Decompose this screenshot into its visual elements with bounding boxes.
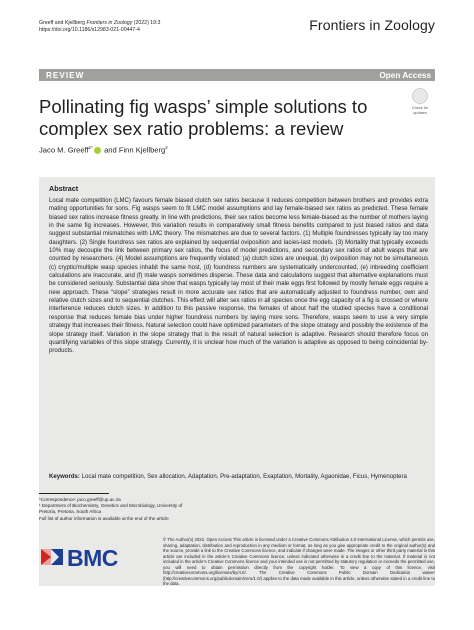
correspondence: *Correspondence: jaco.greeff@up.ac.za [39,497,121,502]
open-access-label: Open Access [379,70,431,80]
abstract-heading: Abstract [49,184,79,193]
bmc-logo [39,545,127,569]
header-year-volume: (2022) 19:3 [133,20,161,26]
keywords [49,473,428,481]
bmc-logo-text: BMC [67,545,118,571]
article-type-bar [39,69,435,81]
article-type-label: REVIEW [46,70,85,80]
header-authors: Greeff and Kjellberg [39,20,86,26]
footnote [39,493,199,522]
author-1-superscript: 1* [88,145,93,150]
running-header [39,20,259,34]
article-title: Pollinating fig wasps’ simple solutions to complex sex ratio problems: a review [39,96,368,139]
journal-name: Frontiers in Zoology [309,17,435,33]
author-1-name[interactable]: Jaco M. Greeff [39,145,89,155]
author-info-note: Full list of author information is available at the end of the article [39,515,169,521]
keywords-list: Local mate competition, Sex allocation, Adaptation, Pre-adaptation, Exaptation, Mortality, Agaonidae, Ficus, Hymenoptera [81,474,407,480]
author-2-superscript: 2 [165,145,168,150]
affiliation: ¹ Department of Biochemistry, Genetics and Microbiology, University of Pretoria, Pretoria, South Africa [39,503,183,515]
author-connector: and Finn Kjellberg [104,145,166,155]
bmc-logo-mark-icon [39,545,65,569]
check-for-updates-icon [412,88,428,104]
orcid-icon[interactable] [94,147,101,154]
check-for-updates-badge[interactable] [406,88,434,118]
abstract-text: Local mate competition (LMC) favours female biased clutch sex ratios because it reduces competition between brothers and provides extra mating opportunities for sons. Fig wasps seem to fit LMC model assumptions and lay female-biased sex ratios as predicted. These female biased sex ratios increase fitness greatly. In line with predictions, their sex ratios become less female-biased as the number of mothers laying in the same fig increases. However, this variation results in comparatively small fitness benefits compared to just biased ratios and data suggest substantial mismatches with LMC theory. The mismatches are due to several factors. (1) Multiple foundresses typically lay too many daughters. (2) Single foundress sex ratios are explained by sequential oviposition and lacies-last models. (3) Mortality that typically exceeds 10% may decouple the link between primary sex ratios, the focus of model predictions, and secondary sex ratios of adult wasps that are counted by researchers. (4) Model assumptions are frequently violated: (a) clutch sizes are unequal, (b) oviposition may not be simultaneous (c) cryptic/multiple wasp species inhabit the same host, (d) foundress numbers are systematically undercounted, (e) inbreeding coefficient calculations are inaccurate, and (f) male wasps sometimes disperse. These data and calculations suggest that alternative explanations must be considered seriously. Substantial data show that wasps typically lay most of their male eggs first followed by mostly female eggs require a new approach. These “slope” strategies result in more accurate sex ratios that are automatically adjusted to foundress number, own and relative clutch sizes and to sequential clutches. This effect will alter sex ratios in all species once the egg capacity of a fig is crossed or where interference reduces clutch sizes. In addition to this passive response, the females of about half the studied species have a conditional response that reduces female bias under higher foundress numbers by laying more sons. Therefore, wasps seem to use a very simple strategy that increases their fitness. Natural selection could have optimized parameters of the slope strategy and possibly the existence of the slope strategy itself. Variation in the slope strategy that is the result of natural selection is adaptive. Research should therefore focus on quantifying variables of this slope strategy. Currently, it is unclear how much of the variation is adaptive as opposed to being coincidental by-products. [49,198,428,355]
header-doi-link[interactable]: https://doi.org/10.1186/s12983-021-00447-4 [39,27,140,33]
license-text: © The Author(s) 2022. Open Access This article is licensed under a Creative Commons Attribution 4.0 International License, which permits use, sharing, adaptation, distribution and reproduction in any medium or format, as long as you give appropriate credit to the original author(s) and the source, provide a link to the Creative Commons licence, and indicate if changes were made. The images or other third party material in this article are included in the article’s Creative Commons licence, unless indicated otherwise in a credit line to the material. If material is not included in the article’s Creative Commons licence and your intended use is not permitted by statutory regulation or exceeds the permitted use, you will need to obtain permission directly from the copyright holder. To view a copy of this licence, visit http://creativecommons.org/licenses/by/4.0/. The Creative Commons Public Domain Dedication waiver (http://creativecommons.org/publicdomain/zero/1.0/) applies to the data made available in this article, unless otherwise stated in a credit line to the data. [163,537,435,586]
abstract-box [39,177,435,586]
keywords-label: Keywords: [49,474,80,480]
header-journal: Frontiers in Zoology [86,20,133,26]
check-for-updates-label: Check for updates [411,106,429,115]
author-line [39,145,168,155]
footnote-rule [39,493,109,494]
